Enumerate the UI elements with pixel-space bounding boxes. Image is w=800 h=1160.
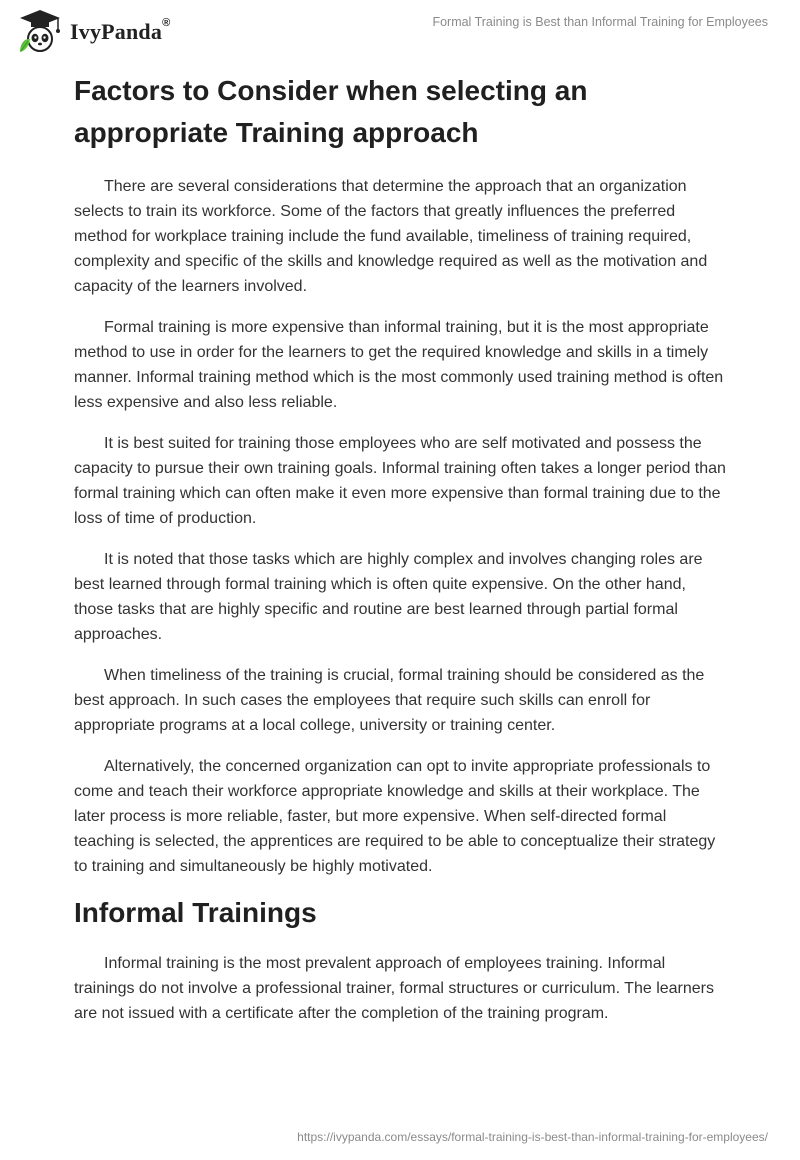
paragraph: There are several considerations that determine the approach that an organization selects to train its workforce. Some of the factors that greatly influences the preferred method for workplace training include the fund available, timeliness of training required, complexity and specific of the skills and knowledge required as well as the motivation and capacity of the learners involved. xyxy=(74,178,708,295)
paragraph: It is best suited for training those employees who are self motivated and possess the capacity to pursue their own training goals. Informal training often takes a longer period than formal training which can often make it even more expensive than formal training due to the loss of time of production. xyxy=(74,435,726,527)
paragraph: Alternatively, the concerned organization can opt to invite appropriate professionals to come and teach their workforce appropriate knowledge and skills at their workplace. The later process is more reliable, faster, but more expensive. When self-directed formal teaching is selected, the apprentices are required to be able to conceptualize their strategy to training and simultaneously be highly motivated. xyxy=(74,758,716,875)
paragraph: Formal training is more expensive than informal training, but it is the most appropriate method to use in order for the learners to get the required knowledge and skills in a timely manner. Informal training method which is the most commonly used training method is often less expensive and also less reliable. xyxy=(74,319,724,411)
article-body xyxy=(74,70,726,1042)
paragraph: It is noted that those tasks which are highly complex and involves changing roles are best learned through formal training which is often quite expensive. On the other hand, those tasks that are highly specific and routine are best learned through partial formal approaches. xyxy=(74,551,703,643)
document-title: Formal Training is Best than Informal Training for Employees xyxy=(432,15,768,29)
section-heading-factors: Factors to Consider when selecting an appropriate Training approach xyxy=(74,75,588,148)
paragraph: Informal training is the most prevalent approach of employees training. Informal trainings do not involve a professional trainer, formal structures or curriculum. The learners are not issued with a certificate after the completion of the training program. xyxy=(74,955,714,1022)
section-heading-informal-trainings: Informal Trainings xyxy=(74,897,317,928)
registered-mark: ® xyxy=(162,17,171,29)
panda-graduate-logo-icon xyxy=(14,8,66,54)
source-url[interactable]: https://ivypanda.com/essays/formal-training-is-best-than-informal-training-for-employees/ xyxy=(297,1130,768,1144)
page-header xyxy=(0,0,800,60)
paragraph: When timeliness of the training is crucial, formal training should be considered as the best approach. In such cases the employees that require such skills can enroll for appropriate programs at a local college, university or training center. xyxy=(74,667,705,734)
brand-name: IvyPanda® xyxy=(70,17,171,44)
ivypanda-logo[interactable] xyxy=(14,8,170,54)
